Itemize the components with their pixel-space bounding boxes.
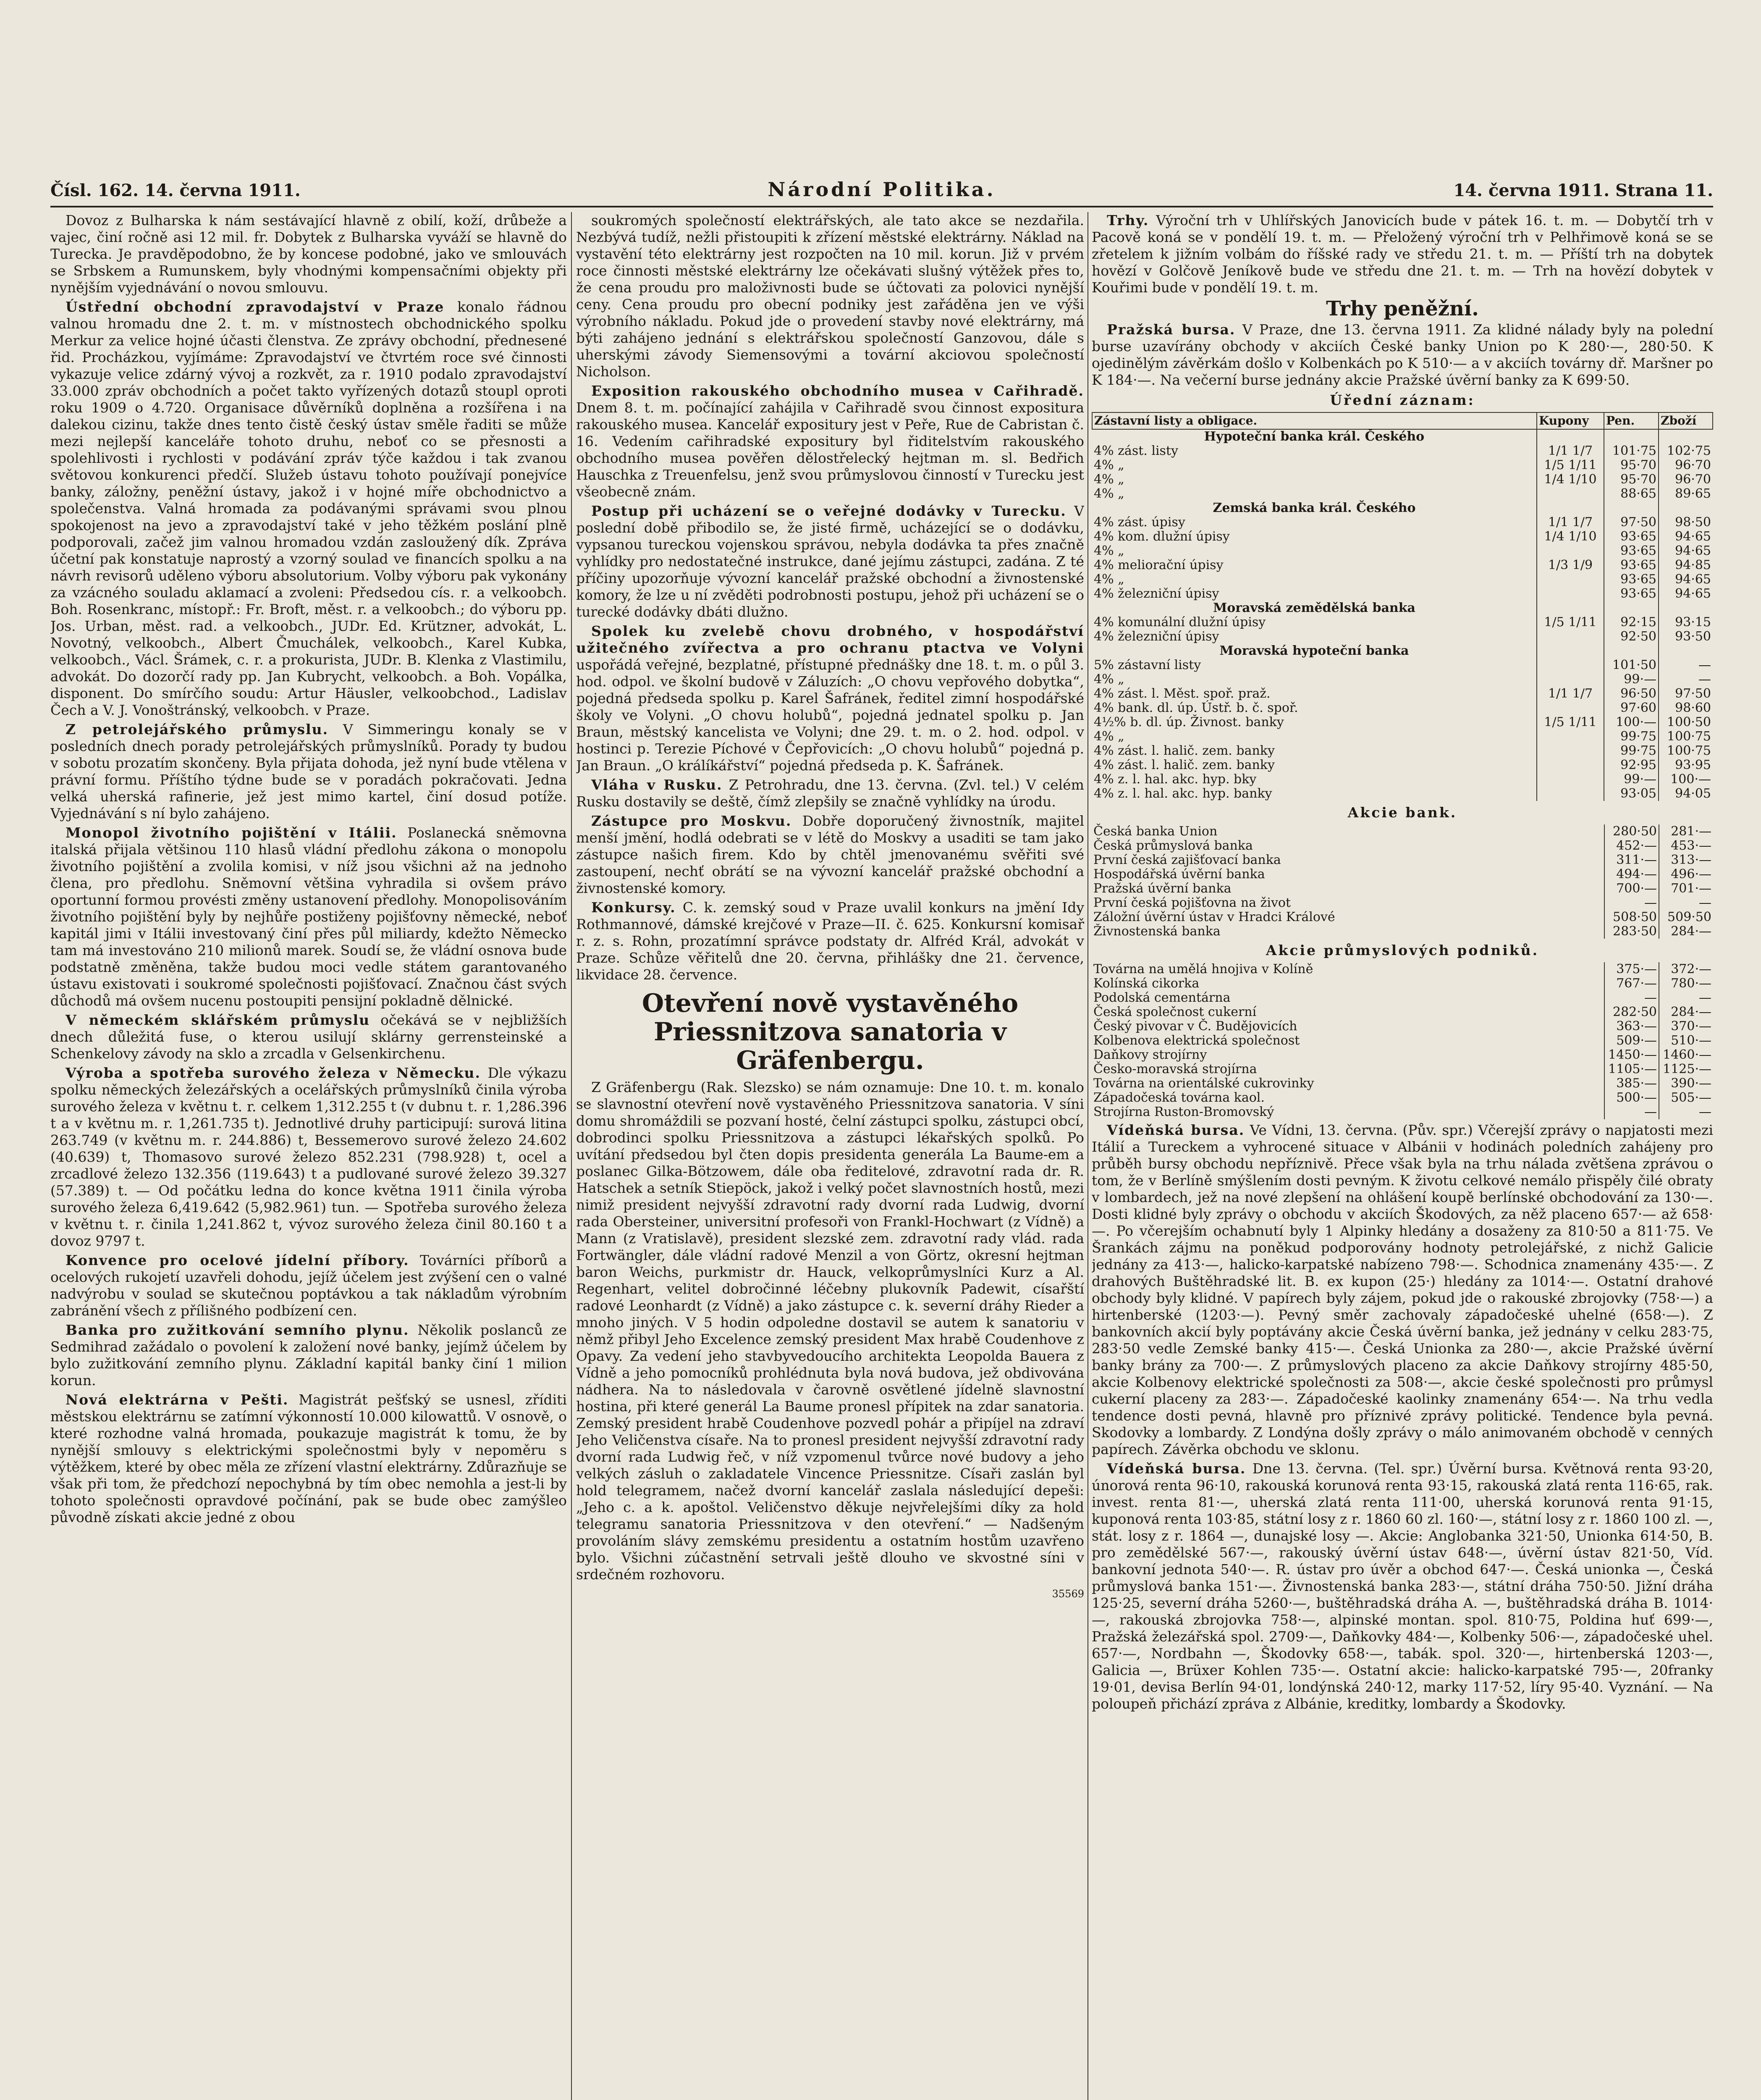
article-text: soukromých společností elektrářských, ale tato akce se nezdařila. Nezbývá tudíž, nežli přistoupiti k zřízení městské elektrárny. Náklad na vystavění této elektrárny jest rozpočten na 10 mil. korun. Již v prvém roce činnosti městské elektrárny lze očekávati slušný výtěžek přes to, že cena proudu pro maloživnosti bude se účtovati za polovici nynější ceny. Cena proudu pro obecní podniky jest zařáděna jen ve výši výrobního nákladu. Pokud jde o provedení stavby nové elektrárny, má býti zahájeno jednání s elektrářskou společností Ganzovou, dále s uherskými závody Siemensovými a tovární akciovou společností Nicholson. [576,212,1084,380]
article-heading: Vídeňská bursa. [1107,1122,1245,1138]
coupon-cell: 1/5 1/11 [1537,615,1604,630]
article-heading: Z petrolejářského průmyslu. [66,721,329,738]
feature-title: Otevření nově vystavěného Priessnitzova sanatoria v Gräfenbergu. [642,989,1019,1075]
table-row [1092,839,1713,853]
coupon-cell: 1/1 1/7 [1537,444,1604,458]
money-price-cell: 280·50 [1604,824,1659,839]
money-price-cell: 92·95 [1604,758,1659,772]
goods-price-cell: 94·05 [1659,787,1713,801]
money-price-cell: 508·50 [1604,910,1659,924]
article-text: Magistrát pešťský se usnesl, zříditi městskou elektrárnu se zatímní výkonností 10.000 kilowattů. V osnově, o které rozhodne valná hromada, poukazuje magistrát k tomu, že by nynější smlouvy s elektrickými společnostmi byly v nepoměru s výtěžkem, které by obec měla ze zřízení vlastní elektrárny. Zdůrazňuje se však při tom, že předchozí nepochybná by tím obec nemohla a jest-li by tohoto společnosti opravdové počínání, pak se bude obec zamýšleo původně získati akcie jedné z obou [50,1391,567,1525]
table-header: Pen. [1604,412,1659,429]
bond-name-cell: Hypoteční banka král. Českého [1204,429,1425,444]
money-price-cell: 99·— [1604,772,1659,787]
column-3 [1092,212,1713,2100]
bond-name-cell: 4% železniční úpisy [1094,586,1219,601]
article-heading: Banka pro zužitkování semního plynu. [66,1322,409,1338]
official-record-heading: Úřední záznam: [1330,392,1475,408]
table-row [1092,501,1713,515]
bond-name-cell: 4% zást. l. halič. zem. banky [1094,758,1275,772]
table-row [1092,924,1713,939]
table-row [1092,1034,1713,1048]
goods-price-cell: 94·65 [1659,587,1713,601]
coupon-cell [1537,744,1604,758]
table-row [1092,1019,1713,1034]
table-row [1092,1062,1713,1076]
money-price-cell: 1105·— [1604,1062,1659,1076]
money-price-cell: 93·65 [1604,544,1659,558]
goods-price-cell: 96·70 [1659,472,1713,487]
goods-price-cell: 505·— [1659,1091,1713,1105]
money-price-cell: 363·— [1604,1019,1659,1034]
article [50,1012,567,1062]
coupon-cell [1537,701,1604,715]
coupon-cell [1537,501,1604,515]
coupon-cell: 1/4 1/10 [1537,530,1604,544]
goods-price-cell [1659,644,1713,658]
table-header: Kupony [1537,412,1604,429]
table-row [1092,444,1713,458]
goods-price-cell: 780·— [1659,976,1713,991]
stock-name-cell: Kolínská cikorka [1093,976,1200,991]
coupon-cell [1537,787,1604,801]
stock-name-cell: Továrna na orientálské cukrovinky [1093,1076,1314,1091]
article-text: V poslední době přibodilo se, že jisté firmě, ucházející se o dodávku, vypsanou tureckou vojenskou správou, nebyla dodávka ta přes značně vyhlídky pro nedostatečné instrukce, dané jejímu zástupci, zadána. Z té příčiny upozorňuje vývozní kancelář pražské obchodní a živnostenské komory, že lze u ní zvěděti podrobnosti postupu, jehož při ucházení se o turecké dodávky dbáti dlužno. [576,503,1084,620]
goods-price-cell: 100·— [1659,772,1713,787]
table-row [1092,896,1713,910]
article [50,1252,567,1319]
goods-price-cell: 496·— [1659,867,1713,882]
table-row [1092,687,1713,701]
article [50,721,567,822]
stock-name-cell: Podolská cementárna [1093,990,1231,1005]
article-text: Výroční trh v Uhlířských Janovicích bude v pátek 16. t. m. — Dobytčí trh v Pacově koná se v pondělí 19. t. m. — Přeložený výroční trh v Pelhřimově koná se se zřetelem k jižním volbám do říšské rady ve středu 21. t. m. — Příští trh na dobytek hovězí v Golčově Jeníkově bude ve středu dne 21. t. m. — Trh na hovězí dobytek v Kouřimi bude v pondělí 19. t. m. [1092,212,1713,296]
money-price-cell: — [1604,1105,1659,1119]
goods-price-cell: 510·— [1659,1034,1713,1048]
article-text: Dobře doporučený živnostník, majitel menší jmění, hodlá odebrati se v létě do Moskvy a usaditi se tam jako zástupce našich firem. Kdo by chtěl jmenovanému svěřiti své zastoupení, nechť obrátí se na vývozní kancelář pražské obchodní a živnostenské komory. [576,813,1084,896]
goods-price-cell: — [1659,1105,1713,1119]
money-price-cell: — [1604,991,1659,1005]
bond-name-cell: 4% zást. l. halič. zem. banky [1094,743,1275,758]
article-text: Poslanecká sněmovna italská přijala většinou 110 hlasů vládní předlohu zákona o monopolu životního pojištění a zvolila komisi, v níž jsou všichni až na jednoho člena, pro předlohu. Sněmovní většina vyhradila si ovšem právo oportunní formou provésti změny ustanovení předlohy. Monopolisováním životního pojištění byly by nejhůře postiženy pojišťovny německé, neboť kapitál jimi v Itálii investovaný činí přes půl miliardy, kdežto Německo tam má investováno 210 milionů marek. Soudí se, že vládní osnova bude podstatně změněna, takže budou moci vedle státem garantovaného ústavu existovati i soukromé společnosti pojišťovací. Značnou část svých důchodů má ovšem nucenu postoupiti pensijní pokladně dělnické. [50,824,567,1009]
column-2 [576,212,1084,2100]
table-row [1092,530,1713,544]
article-text: Dle výkazu spolku německých železářských a ocelářských průmyslníků činila výroba surového železa v květnu t. r. celkem 1,312.255 t (v dubnu t. r. 1,286.396 t a v květnu m. r. 1,261.735 t). Jednotlivé druhy participují: surová litina 263.749 (v květnu m. r. 244.886) t, Bessemerovo surové železo 24.602 (40.639) t, Thomasovo surové železo 852.231 (798.928) t, ocel a zrcadlové železo 132.356 (119.643) t a pudlované surové železo 39.327 (57.389) t. — Od počátku ledna do konce května 1911 činila výroba surového železa 6,419.642 (5,982.961) tun. — Spotřeba surového železa v květnu t. r. činila 1,241.862 t, vývoz surového železa činil 80.160 t a dovoz 9797 t. [50,1065,567,1249]
table-row [1092,630,1713,644]
money-price-cell: 452·— [1604,839,1659,853]
money-price-cell: 92·15 [1604,615,1659,630]
bond-name-cell: 4½% b. dl. úp. Živnost. banky [1094,715,1284,730]
masthead-title: Národní Politika. [768,178,996,201]
goods-price-cell [1659,501,1713,515]
article-heading: Zástupce pro Moskvu. [591,813,792,829]
stock-name-cell: Daňkovy strojírny [1093,1047,1207,1062]
table-row [1092,558,1713,572]
goods-price-cell: 313·— [1659,853,1713,867]
money-price-cell [1604,644,1659,658]
money-price-cell: 99·— [1604,672,1659,687]
article-heading: Postup při ucházení se o veřejné dodávky v Turecku. [591,503,1067,519]
table-row [1092,487,1713,501]
coupon-cell [1537,758,1604,772]
bond-name-cell: Zemská banka král. Českého [1213,501,1416,515]
goods-price-cell: 100·75 [1659,744,1713,758]
table-row [1092,429,1713,444]
goods-price-cell: 94·65 [1659,544,1713,558]
section-heading: Trhy peněžní. [1326,297,1479,320]
table-row [1092,1091,1713,1105]
stock-name-cell: Továrna na umělá hnojiva v Kolíně [1093,962,1313,976]
table-row [1092,701,1713,715]
table-row [1092,544,1713,558]
money-price-cell: 283·50 [1604,924,1659,939]
goods-price-cell: 100·50 [1659,715,1713,730]
article-heading: Trhy. [1107,212,1149,228]
article-text: V Simmeringu konaly se v posledních dnech porady petrolejářských průmyslníků. Porady ty budou v sobotu prozatím skončeny. Byla přijata dohoda, jež nyní bude vtělena v právní formu. Příštího týdne bude se v poradách pokračovati. Jedna velká uherská rafinerie, jež jest mimo kartel, činí dosud potíže. Vyjednávání s ní bylo zahájeno. [50,721,567,822]
article-heading: Spolek ku zvelebě chovu drobného, v hospodářství užitečného zvířectva a pro ochranu ptactva ve Volyni [576,623,1084,656]
coupon-cell [1537,772,1604,787]
stock-name-cell: Živnostenská banka [1093,924,1221,939]
goods-price-cell: 284·— [1659,924,1713,939]
table-row [1092,824,1713,839]
coupon-cell [1537,672,1604,687]
table-row [1092,515,1713,530]
goods-price-cell: 94·65 [1659,530,1713,544]
stock-name-cell: Záložní úvěrní ústav v Hradci Králové [1093,910,1335,924]
page-number: 14. června 1911. Strana 11. [1453,181,1713,200]
money-price-cell: — [1604,896,1659,910]
stock-name-cell: První česká zajišťovací banka [1093,853,1281,867]
table-row [1092,976,1713,991]
article [576,899,1084,983]
table-row [1092,644,1713,658]
stock-name-cell: Západočeská továrna kaol. [1093,1090,1265,1105]
coupon-cell: 1/4 1/10 [1537,472,1604,487]
coupon-cell: 1/1 1/7 [1537,515,1604,530]
table-row [1092,601,1713,615]
money-price-cell: 96·50 [1604,687,1659,701]
money-price-cell: 93·65 [1604,587,1659,601]
goods-price-cell: 97·50 [1659,687,1713,701]
goods-price-cell: 370·— [1659,1019,1713,1034]
article [50,824,567,1009]
table-row [1092,587,1713,601]
goods-price-cell: 390·— [1659,1076,1713,1091]
bond-table-body [1092,429,1713,801]
table-row [1092,853,1713,867]
article [1092,1122,1713,1458]
coupon-cell [1537,587,1604,601]
article-text: Z Petrohradu, dne 13. června. (Zvl. tel.) V celém Rusku dostavily se deště, čímž zlepšily se značně vyhlídky na úrodu. [576,777,1084,810]
coupon-cell [1537,572,1604,587]
bond-name-cell: 4% z. l. hal. akc. hyp. bky [1094,772,1257,787]
article-heading: Exposition rakouského obchodního musea v Cařihradě. [591,383,1084,399]
table-row [1092,1048,1713,1062]
article-text: Dne 13. června. (Tel. spr.) Úvěrní bursa. Květnová renta 93·20, únorová renta 96·10, rakouská korunová renta 93·15, rakouská zlatá renta 116·65, rak. invest. renta 81·—, uherská zlatá renta 111·00, uherská korunová renta 91·15, kuponová renta 103·85, státní losy z r. 1860 60 zl. 160·—, státní losy z r. 1860 100 zl. —, stát. losy z r. 1864 —, dunajské losy —. Akcie: Anglobanka 321·50, Unionka 614·50, B. pro zemědělské 567·—, rakouský úvěrní ústav 648·—, úvěrní ústav 821·50, Víd. bankovní jednota 540·—. R. ústav pro úvěr a obchod 647·—. Česká unionka —, Česká průmyslová banka 151·—. Živnostenská banka 283·—, státní dráha 750·50. Jižní dráha 125·25, severní dráha 5260·—, buštěhradská dráha A. —, buštěhradská dráha B. 1014·—, rakouská zbrojovka 758·—, alpinské montan. spol. 810·75, Poldina huť 699·—, Pražská železářská spol. 2709·—, Daňkovky 484·—, Kolbenky 506·—, západočeské uhel. 657·—, Nordbahn —, Škodovky 658·—, tabák. spol. 320·—, hirtenberská 1203·—, Galicia —, Brüxer Kohlen 735·—. Ostatní akcie: halicko-karpatské 795·—, 20franky 19·01, devisa Berlín 94·01, londýnská 240·12, marky 117·52, líry 95·40. Vyznání. — Na poloupeň přichází zpráva z Albánie, kreditky, lombardy a Škodovky. [1092,1460,1713,1712]
money-price-cell: 311·— [1604,853,1659,867]
goods-price-cell: 372·— [1659,962,1713,976]
goods-price-cell: 1125·— [1659,1062,1713,1076]
money-price-cell: 99·75 [1604,730,1659,744]
article [50,299,567,719]
industry-stocks-body [1092,962,1713,1119]
money-price-cell: 100·— [1604,715,1659,730]
table-row [1092,910,1713,924]
bond-table [1092,412,1713,801]
money-price-cell: 93·65 [1604,530,1659,544]
goods-price-cell [1659,429,1713,444]
stock-name-cell: Česká banka Union [1093,824,1218,839]
goods-price-cell: 284·— [1659,1005,1713,1019]
money-price-cell: 375·— [1604,962,1659,976]
stock-name-cell: První česká pojišťovna na život [1093,895,1291,910]
bond-name-cell: 4% kom. dlužní úpisy [1094,529,1230,544]
bond-name-cell: Moravská zemědělská banka [1213,601,1415,615]
article-text: očekává se v nejbližších dnech důležitá fuse, o kterou usilují sklárny gerrensteinské a Schenkelovy závody na sklo a zrcadla v Gelsenkirchenu. [50,1012,567,1062]
article-text: Několik poslanců ze Sedmihrad zažádalo o povolení k založení nové banky, jejímž účelem by bylo zužitkování zemního plynu. Základní kapitál banky činí 1 milion korun. [50,1322,567,1389]
bond-name-cell: 4% „ [1094,729,1124,744]
article-text: Dnem 8. t. m. počínající zahájila v Cařihradě svou činnost expositura rakouského musea. Kancelář expositury jest v Peře, Rue de Cabristan č. 16. Vedením cařihradské expositury byl řiditelstvím rakouského obchodního musea pověřen dělostřelecký hejtman m. sl. Bedřich Hauschka z Treuenfelsu, jenž svou průmyslovou činností v Turecku jest všeobecně znám. [576,399,1084,500]
print-number: 35569 [1052,1588,1084,1600]
stock-name-cell: Česko-moravská strojírna [1093,1062,1257,1076]
table-row [1092,658,1713,672]
goods-price-cell: 701·— [1659,882,1713,896]
goods-price-cell: 93·50 [1659,630,1713,644]
table-row [1092,962,1713,976]
article-heading: Monopol životního pojištění v Itálii. [66,824,397,841]
table-header: Zástavní listy a obligace. [1092,412,1537,429]
goods-price-cell: — [1659,991,1713,1005]
table-row [1092,744,1713,758]
coupon-cell [1537,487,1604,501]
money-price-cell: 92·50 [1604,630,1659,644]
coupon-cell: 1/5 1/11 [1537,715,1604,730]
table-row [1092,615,1713,630]
table-row [1092,772,1713,787]
money-price-cell [1604,601,1659,615]
goods-price-cell: — [1659,658,1713,672]
column-divider [571,212,572,2100]
table-row [1092,715,1713,730]
table-row [1092,991,1713,1005]
bond-name-cell: 4% komunální dlužní úpisy [1094,615,1266,630]
money-price-cell: 95·70 [1604,472,1659,487]
industry-stocks-heading: Akcie průmyslových podniků. [1266,942,1539,958]
bond-name-cell: 4% „ [1094,472,1124,487]
article-heading: Nová elektrárna v Pešti. [66,1391,289,1408]
money-price-cell: 500·— [1604,1091,1659,1105]
coupon-cell: 1/3 1/9 [1537,558,1604,572]
money-price-cell: 101·50 [1604,658,1659,672]
article [576,777,1084,810]
goods-price-cell: 94·85 [1659,558,1713,572]
article [576,813,1084,897]
table-row [1092,758,1713,772]
goods-price-cell: — [1659,672,1713,687]
table-row [1092,730,1713,744]
table-row [1092,458,1713,472]
article-heading: Výroba a spotřeba surového železa v Německu. [66,1065,481,1081]
table-row [1092,787,1713,801]
coupon-cell [1537,644,1604,658]
bank-stocks-heading: Akcie bank. [1347,804,1457,821]
article-heading: Vláha v Rusku. [591,777,723,793]
table-row [1092,867,1713,882]
bank-stocks-body [1092,824,1713,939]
goods-price-cell: — [1659,896,1713,910]
bond-name-cell: 4% železniční úpisy [1094,629,1219,644]
article [50,1391,567,1526]
stock-name-cell: Pražská úvěrní banka [1093,881,1232,896]
goods-price-cell: 98·60 [1659,701,1713,715]
goods-price-cell: 509·50 [1659,910,1713,924]
goods-price-cell: 98·50 [1659,515,1713,530]
goods-price-cell: 281·— [1659,824,1713,839]
article-heading: Konvence pro ocelové jídelní příbory. [66,1252,409,1268]
article [576,503,1084,620]
article-heading: Vídeňská bursa. [1107,1460,1246,1477]
money-price-cell: 93·65 [1604,572,1659,587]
page-header [50,176,1713,207]
goods-price-cell: 89·65 [1659,487,1713,501]
bond-name-cell: 4% meliorační úpisy [1094,558,1224,572]
bond-name-cell: 4% zást. l. Měst. spoř. praž. [1094,686,1271,701]
article-text: Z Gräfenbergu (Rak. Slezsko) se nám oznamuje: Dne 10. t. m. konalo se slavnostní otevření nově vystavěného Priessnitzova sanatoria. V síni domu shromáždili se pozvaní hosté, čelní zástupci spolku, zástupci obcí, dobrodinci spolku Priessnitzova a zástupci lékařských spolků. Po uvítání předsedou byl čten dopis presidenta generála La Baume-em a poslanec Gilka-Bötzowem, dále oba ředitelové, zdravotní rada dr. R. Hatschek a setník Stiepöck, jakož i velký počet slavnostních hostů, mezi nimiž president nejvyšší zdravotní rady dvorní rada Ludwig, dvorní rada Obersteiner, universitní profesoři von Frankl-Hochwart (z Vídně) a Mann (z Vratislavě), president slezské zem. zdravotní rady vlád. rada Fortwängler, dále vládní radové Menzil a von Görtz, okresní hejtman baron Weichs, purkmistr dr. Hauck, velkoprůmyslníci Kurz a Al. Regenhart, velitel dobročinné léčebny plukovník Padewit, císařští radové Leonhardt (z Vídně) a jako zástupce c. k. severní dráhy Rieder a mnoho jiných. V 5 hodin odpoledne dostavil se autem k sanatoriu v němž přibyl Jeho Excelence zemský president Max hrabě Coudenhove z Opavy. Za vedení jeho stavbyvedoucího architekta Leopolda Bauera z Vídně a jeho pomocníků prohlédnuta byla nová budova, jež obdivována nádhera. Na to následovala v čarovně osvětlené jídelně slavnostní hostina, při které generál La Baume pronesl přípitek na zdar sanatoria. Zemský president hrabě Coudenhove pozvedl pohár a připíjel na zdraví Jeho Veličenstva císaře. Na to pronesl president nejvyšší zdravotní rady dvorní rada Ludwig řeč, v níž vzpomenul tvůrce nové budovy a jeho velkých zásluh o zakladatele Vincence Priessnitze. Císaři zaslán byl hold telegramem, načež dvorní kancelář zaslala následující depeši: „Jeho c. a k. apoštol. Veličenstvo děkuje nejvřelejšími díky za hold telegramu sanatoria Priessnitzova v den otevření.“ — Nadšeným provoláním slávy zemskému presidentu a ostatním hostům uzavřeno bylo. Všichni zúčastnění setrvali ještě dlouho ve skvostné síni v srdečném rozhovoru. [576,1079,1084,1583]
table-header-row [1092,412,1713,429]
bond-name-cell: 4% „ [1094,672,1124,687]
money-price-cell: 101·75 [1604,444,1659,458]
coupon-cell [1537,544,1604,558]
bond-name-cell: Moravská hypoteční banka [1219,643,1409,658]
money-price-cell: 385·— [1604,1076,1659,1091]
goods-price-cell: 100·75 [1659,730,1713,744]
goods-price-cell: 102·75 [1659,444,1713,458]
bond-name-cell: 4% „ [1094,458,1124,472]
industry-stocks-table [1092,962,1713,1119]
money-price-cell: 767·— [1604,976,1659,991]
coupon-cell: 1/5 1/11 [1537,458,1604,472]
table-row [1092,572,1713,587]
article [576,383,1084,500]
article [50,1322,567,1389]
table-row [1092,1076,1713,1091]
article-text: Dovoz z Bulharska k nám sestávající hlavně z obilí, koží, drůbeže a vajec, činí ročně asi 12 mil. fr. Dobytek z Bulharska vyváží se hlavně do Turecka. Je pravděpodobno, že by koncese podobné, jako ve smlouvách se Srbskem a Rumunskem, byly vhodnými kompensačními objekty při nynějším vyjednávání o novou smlouvu. [50,212,567,296]
article [1092,212,1713,296]
bond-name-cell: 4% „ [1094,486,1124,501]
bond-name-cell: 5% zástavní listy [1094,658,1201,672]
article-heading: Ústřední obchodní zpravodajství v Praze [66,299,445,315]
coupon-cell: 1/1 1/7 [1537,687,1604,701]
bond-name-cell: 4% bank. dl. úp. Ústř. b. č. spoř. [1094,701,1298,715]
goods-price-cell: 93·95 [1659,758,1713,772]
article [1092,321,1713,388]
bond-name-cell: 4% z. l. hal. akc. hyp. banky [1094,786,1272,801]
goods-price-cell: 1460·— [1659,1048,1713,1062]
money-price-cell: 700·— [1604,882,1659,896]
money-price-cell [1604,429,1659,444]
money-price-cell: 88·65 [1604,487,1659,501]
table-row [1092,882,1713,896]
article [576,623,1084,774]
stock-name-cell: Kolbenova elektrická společnost [1093,1033,1300,1048]
goods-price-cell [1659,601,1713,615]
goods-price-cell: 94·65 [1659,572,1713,587]
money-price-cell [1604,501,1659,515]
stock-name-cell: Český pivovar v Č. Budějovicích [1093,1019,1297,1034]
goods-price-cell: 96·70 [1659,458,1713,472]
money-price-cell: 1450·— [1604,1048,1659,1062]
bank-stocks-table [1092,824,1713,939]
money-price-cell: 93·65 [1604,558,1659,572]
coupon-cell [1537,630,1604,644]
article-text: Ve Vídni, 13. června. (Pův. spr.) Včerejší zprávy o napjatosti mezi Itálií a Tureckem a vyhrocené situace v Albánii v hodinách poledních zahájeny pro průběh bursy obchodu nepříznivě. Přece však byla na trhu nálada zvětšena zprávou o tom, že v Berlíně smýšlením dosti pevným. K životu celkové nemálo přispěly čilé obraty v lombardech, jež na nové zlepšení na ohlášení koupě berlínské obchodování za 130·—. Dosti klidné byly zprávy o obchodu v akciích Škodových, za něž placeno 657·— až 658·—. Po včerejším ochabnutí byly 1 Alpinky hledány a dosaženy za 810·50 a 811·75. Ve Šrankách zájmu na poněkud podporovány hodnoty petrolejářské, z nichž Galicie jednány za 413·—, halicko-karpatské nabízeno 798·—. Schodnica znamenány 435·—. Z drahových Buštěhradské lit. B. ex kupon (25·) hledány za 1014·—. Ostatní drahové obchody byly klidné. V papírech byly zájem, pokud jde o rakouské zbrojovky (758·—) a hirtenberské (1203·—). Pevný směr zachovaly západočeské uhelné (658·—). Z bankovních akcií byly poptávány akcie Česká úvěrní banka, jež jednány v celku 283·75, 283·50 vedle Zemské banky 415·—. Česká Unionka za 280·—, akcie Pražské úvěrní banky brány za 700·—. Z průmyslových placeno za akcie Daňkovy strojírny 485·50, akcie Kolbenovy elektrické společnosti za 508·—, akcie české společnosti pro průmysl cukerní placeny za 283·—. Západočeské kaolinky znamenány 654·—. Na trhu vedla tendence dosti pevná, hlavně pro příznivé zprávy politické. Tendence byla pevná. Skodovky a lombardy. Z Londýna došly zprávy o málo animovaném obchodě v cenných papírech. Závěrka obchodu ve sklonu. [1092,1122,1713,1457]
goods-price-cell: 453·— [1659,839,1713,853]
money-price-cell: 95·70 [1604,458,1659,472]
article [50,1065,567,1250]
goods-price-cell: 93·15 [1659,615,1713,630]
article-heading: Pražská bursa. [1107,321,1236,338]
bond-name-cell: 4% zást. úpisy [1094,515,1185,530]
money-price-cell: 97·50 [1604,515,1659,530]
coupon-cell [1537,429,1604,444]
coupon-cell [1537,730,1604,744]
money-price-cell: 494·— [1604,867,1659,882]
article-text: konalo řádnou valnou hromadu dne 2. t. m. v místnostech obchodnického spolku Merkur za velice hojné účasti členstva. Ze zprávy obchodní, přednesené řid. Procházkou, vyjímáme: Zpravodajství ve čtvrtém roce své činnosti vykazuje velice zdárný vývoj a rozkvět, za r. 1910 podalo zpravodajství 33.000 zpráv obchodních a počet takto vyřízených dotazů stoupl oproti roku 1909 o 4.720. Organisace důvěrníků doplněna a rozšířena i na dalekou cizinu, takže dnes tento čistě český ústav směle řaditi se může mezi nejlepší kanceláře tohoto druhu, neboť co se přesnosti a spolehlivosti i rychlosti v podávání zpráv týče každou i tak zvanou světovou konkurenci předčí. Služeb ústavu tohoto používají ponejvíce banky, záložny, peněžní ústavy, jakož i v hojné míře obchodnictvo a společenstva. Valná hromada za podávanými správami svou plnou spokojenost na jevo a zpravodajství také v jeho těžkém poslání plně podporovali, začež jim valnou hromadou vzdán zasloužený dík. Zpráva účetní pak konstatuje naprostý a vzorný soulad ve financích spolku a na návrh revisorů uděleno výboru absolutorium. Volby výboru pak vykonány za vzácného souladu aklamací a zvoleni: Předsedou cís. r. a velkoobch. Boh. Rosenkranc, místopř.: Fr. Broft, měst. r. a velkoobch.; do výboru pp. Jos. Urban, měst. rad. a velkoobch., JUDr. Ed. Krützner, advokát, L. Novotný, velkoobch., Albert Čmuchálek, velkoobch., Karel Kubka, velkoobch., Václ. Šrámek, c. r. a prokurista, JUDr. B. Klenka z Vlastimilu, advokát. Do dozorčí rady pp. Jan Kubrycht, velkoobch. a Boh. Vopálka, disponent. Do smírčího soudu: Artur Häusler, velkoobchod., Ladislav Čech a V. J. Vonoštránský, velkoobch. v Praze. [50,299,567,718]
article-text: V Praze, dne 13. června 1911. Za klidné nálady byly na polední burse uzavírány obchody v akciích České banky Union po K 280·—, 280·50. K ojedinělým závěrkám došlo v Kolbenkách po K 510·— a v akciích továrny dř. Maršner po K 184·—. Na večerní burse jednány akcie Pražské úvěrní banky za K 699·50. [1092,321,1713,388]
stock-name-cell: Hospodářská úvěrní banka [1093,867,1265,882]
stock-name-cell: Česká společnost cukerní [1093,1005,1257,1019]
table-header: Zboží [1659,412,1713,429]
money-price-cell: 282·50 [1604,1005,1659,1019]
stock-name-cell: Česká průmyslová banka [1093,838,1253,853]
article-heading: Konkursy. [591,899,676,916]
money-price-cell: 99·75 [1604,744,1659,758]
bond-name-cell: 4% „ [1094,572,1124,587]
money-price-cell: 509·— [1604,1034,1659,1048]
bond-name-cell: 4% „ [1094,543,1124,558]
table-row [1092,1005,1713,1019]
bond-name-cell: 4% zást. listy [1094,444,1178,458]
article-text: Továrníci příborů a ocelových rukojetí uzavřeli dohodu, jejíž účelem jest zvýšení cen o valné nadvýrobu v soulad se skutečnou poptávkou a tak nákladům výrobním zabránění všech z přílišného podbízení cen. [50,1252,567,1319]
money-price-cell: 93·05 [1604,787,1659,801]
coupon-cell [1537,601,1604,615]
column-1 [50,212,567,2100]
article [1092,1460,1713,1712]
table-row [1092,472,1713,487]
table-row [1092,672,1713,687]
issue-number: Čísl. 162. 14. června 1911. [50,181,301,200]
money-price-cell: 97·60 [1604,701,1659,715]
coupon-cell [1537,658,1604,672]
article-text: C. k. zemský soud v Praze uvalil konkurs na jmění Idy Rothmannové, dámské krejčové v Praze—II. č. 625. Konkursní komisař r. z. s. Rohn, prozatímní správce podstaty dr. Alfréd Král, advokát v Praze. Schůze věřitelů dne 20. června, přihlášky dne 21. července, likvidace 28. července. [576,899,1084,983]
article-text: uspořádá veřejné, bezplatné, přístupné přednášky dne 18. t. m. o půl 3. hod. odpol. ve školní budově v Záluzích: „O chovu vepřového dobytka“, pojedná předseda spolku p. Karel Šafránek, ředitel zimní hospodářské školy ve Volyni. „O chovu holubů“, pojedná jednatel spolku p. Jan Braun, městský kancelista ve Volyni; dne 29. t. m. o 2. hod. odpol. v hostinci p. Terezie Píchové v Čepřovicích: „O chovu holubů“ pojedná p. Jan Braun. „O králíkářství“ pojedná předseda p. K. Šafránek. [576,656,1084,774]
stock-name-cell: Strojírna Ruston-Bromovský [1093,1105,1274,1119]
table-row [1092,1105,1713,1119]
article-heading: V německém sklářském průmyslu [66,1012,370,1028]
